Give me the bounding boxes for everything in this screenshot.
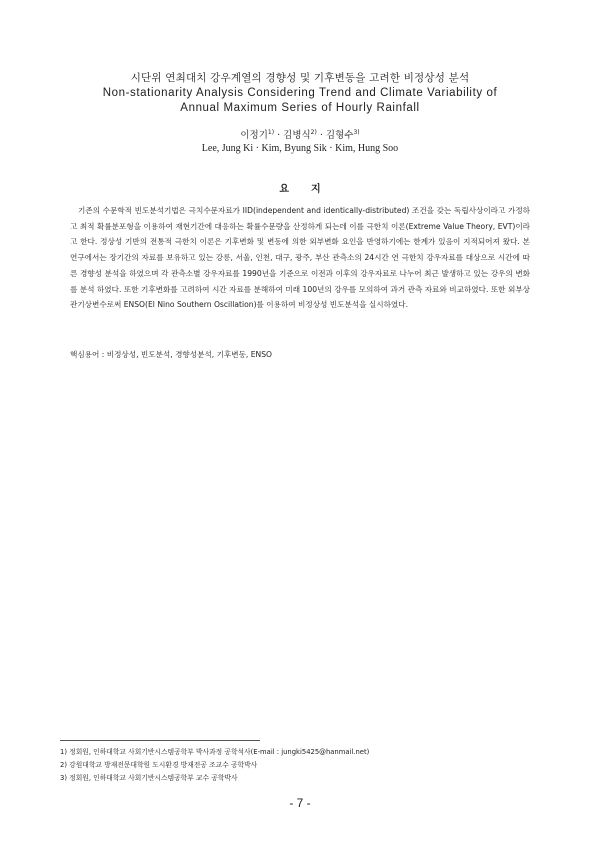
author-footnote-mark: 3)	[353, 128, 360, 136]
title-english-line2: Annual Maximum Series of Hourly Rainfall	[180, 102, 420, 114]
abstract-heading: 요지	[279, 184, 343, 195]
author-footnote-mark: 1)	[267, 128, 275, 136]
author-separator: ·	[274, 130, 284, 141]
author-separator: ·	[316, 130, 326, 141]
footnote-item: 2) 강원대학교 방재전문대학원 도시환경 방재전공 조교수 공학박사	[60, 761, 258, 769]
author-name: 김형수	[325, 130, 354, 141]
footnotes	[60, 746, 540, 785]
authors-english: Lee, Jung Ki · Kim, Byung Sik · Kim, Hung Soo	[201, 143, 399, 154]
title-english-line1: Non-stationarity Analysis Considering Trend and Climate Variability of	[102, 87, 498, 99]
footnote-item: 3) 정회원, 인하대학교 사회기반시스템공학부 교수 공학박사	[60, 774, 238, 782]
author-footnote-mark: 2)	[310, 128, 317, 136]
page-number: - 7 -	[289, 796, 311, 810]
author-name: 이정기	[240, 130, 268, 141]
title-korean: 시단위 연최대치 강우계열의 경향성 및 기후변동을 고려한 비정상성 분석	[130, 72, 470, 84]
author-name: 김병식	[283, 130, 311, 141]
footnote-item: 1) 정회원, 인하대학교 사회기반시스템공학부 박사과정 공학석사(E-mail : jungki5425@hanmail.net)	[60, 748, 370, 756]
footnote-divider	[60, 740, 260, 741]
abstract-body: 기존의 수문학적 빈도분석기법은 극치수문자료가 IID(independent and identically-distributed) 조건을 갖는 독립사상이라고 가정하고 최적 확률분포형을 이용하여 재현기간에 대응하는 확률수문량을 산정하게 되는데 이를 극한치 이론(Extreme Value Theory, EVT)이라고 한다. 정상성 기반의 전통적 극한치 이론은 기후변화 및 변동에 의한 외부변화 요인을 반영하기에는 한계가 있음이 지적되어져 왔다. 본 연구에서는 장기간의 자료를 보유하고 있는 강릉, 서울, 인천, 대구, 광주, 부산 관측소의 24시간 연 극한치 강우자료를 대상으로 시간에 따른 경향성 분석을 하였으며 각 관측소별 강우자료를 1990년을 기준으로 이전과 이후의 강우자료로 나누어 최근 발생하고 있는 강우의 변화를 분석 하였다. 또한 기후변화를 고려하여 시간 자료를 분해하여 미래 100년의 강우를 모의하여 과거 관측 자료와 비교하였다. 또한 외부상관기상변수로써 ENSO(El Nino Southern Oscillation)를 이용하여 비정상성 빈도분석을 실시하였다.	[70, 206, 530, 310]
authors-korean	[0, 127, 600, 141]
keywords: 핵심용어 : 비정상성, 빈도분석, 경향성분석, 기후변동, ENSO	[70, 350, 273, 359]
